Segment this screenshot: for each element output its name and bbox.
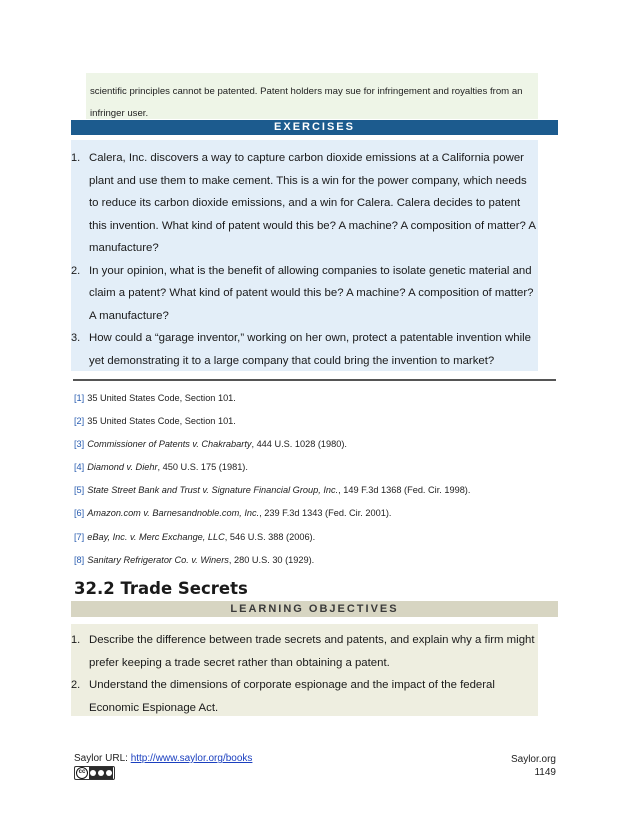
footnotes [74,391,554,576]
objective-text: Understand the dimensions of corporate espionage and the impact of the federal Economic Espionage Act. [89,679,495,714]
continued-text-box [86,73,538,119]
footnote-case-name: Amazon.com v. Barnesandnoble.com, Inc. [87,508,260,519]
footnote-ref-link[interactable]: [3] [74,439,85,450]
footnote-case-name: eBay, Inc. v. Merc Exchange, LLC [87,531,225,542]
creative-commons-license-icon [74,766,115,780]
exercise-number: 1. [71,152,81,164]
footnote-citation: , 444 U.S. 1028 (1980). [251,439,347,450]
exercise-item [71,327,538,372]
footnote-case-name: Commissioner of Patents v. Chakrabarty [87,439,252,450]
attribution-icon [90,770,96,776]
footnote-citation: , 280 U.S. 30 (1929). [228,554,315,565]
exercise-text: How could a “garage inventor,” working on her own, protect a patentable invention while yet demonstrating it to a large company that could bring the invention to market? [89,332,531,367]
footnote-ref-link[interactable]: [4] [74,462,85,473]
section-title: 32.2 Trade Secrets [74,579,248,598]
objective-text: Describe the difference between trade secrets and patents, and explain why a firm might prefer keeping a trade secret rather than obtaining a patent. [89,634,535,669]
page-number: 1149 [534,767,556,778]
footnote-ref-link[interactable]: [5] [74,485,85,496]
footnote-case-name: Diamond v. Diehr [87,462,158,473]
footnote-citation: , 149 F.3d 1368 (Fed. Cir. 1998). [338,485,471,496]
exercise-item [71,260,538,328]
footnote-case-name: State Street Bank and Trust v. Signature Financial Group, Inc. [87,485,339,496]
footnote [74,391,554,414]
exercise-number: 3. [71,332,81,344]
exercises-header: EXERCISES [71,120,558,135]
footer-url-link[interactable]: http://www.saylor.org/books [130,753,253,764]
footnote-citation: , 450 U.S. 175 (1981). [157,462,248,473]
learning-objectives-list [71,629,538,719]
exercise-text: Calera, Inc. discovers a way to capture carbon dioxide emissions at a California power plant and use them to make cement. This is a win for the power company, which needs to reduce its carbon dioxide emissions, and a win for Calera. Calera decides to patent this invention. What kind of patent would this be? A machine? A composition of matter? A manufacture? [89,152,536,254]
share-alike-icon [106,770,112,776]
footnote [74,553,554,576]
objective-item [71,629,538,674]
footer-url-label: Saylor URL: [74,753,128,764]
footnote [74,460,554,483]
objective-item [71,674,538,719]
footnote [74,506,554,529]
noncommercial-icon [98,770,104,776]
footnote-ref-link[interactable]: [1] [74,393,85,403]
footnote [74,483,554,506]
footer-publisher-block [511,753,556,779]
footnote-ref-link[interactable]: [2] [74,416,85,427]
footnote-case-name: Sanitary Refrigerator Co. v. Winers [87,554,229,565]
footnote-ref-link[interactable]: [7] [74,531,85,542]
footnotes-divider [73,379,556,381]
cc-icon: cc [76,767,88,779]
footnote-ref-link[interactable]: [6] [74,508,85,519]
footer-publisher: Saylor.org [510,754,556,765]
footnote [74,530,554,553]
exercises-list [71,147,538,372]
footnote-citation: 35 United States Code, Section 101. [87,393,236,403]
learning-objectives-header: LEARNING OBJECTIVES [71,601,558,617]
footnote-citation: , 239 F.3d 1343 (Fed. Cir. 2001). [259,508,392,519]
exercise-number: 2. [71,264,81,277]
footnote [74,414,554,437]
exercise-item [71,147,538,260]
exercises-box [71,140,538,371]
footer-source [74,753,252,764]
objective-number: 1. [71,634,81,646]
license-terms-icon [89,767,113,779]
learning-objectives-box [71,624,538,716]
exercise-text: In your opinion, what is the benefit of allowing companies to isolate genetic material and claim a patent? What kind of patent would this be? A machine? A composition of matter? A manufacture? [89,264,534,322]
objective-number: 2. [71,679,81,691]
footnote-ref-link[interactable]: [8] [74,554,85,565]
continued-text: scientific principles cannot be patented. Patent holders may sue for infringement and royalties from an infringer user. [90,86,523,119]
footnote [74,437,554,460]
footnote-citation: 35 United States Code, Section 101. [87,416,236,427]
footnote-citation: , 546 U.S. 388 (2006). [224,531,316,542]
